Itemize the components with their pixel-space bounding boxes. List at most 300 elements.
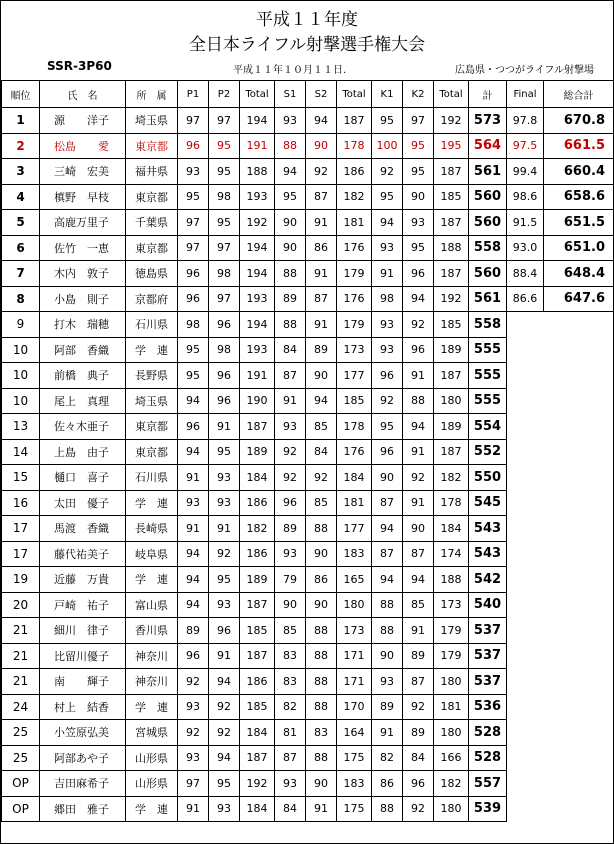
s2-score: 94: [306, 388, 337, 414]
col-p2: P2: [209, 81, 240, 108]
kneeling-total: 166: [434, 745, 469, 771]
team: 学 連: [126, 490, 178, 516]
p1-score: 94: [178, 541, 209, 567]
table-row: [2, 133, 614, 159]
team: 長野県: [126, 363, 178, 389]
k2-score: 89: [403, 720, 434, 746]
rank: 25: [2, 720, 40, 746]
col-s1: S1: [275, 81, 306, 108]
p1-score: 94: [178, 439, 209, 465]
prone-total: 192: [240, 210, 275, 236]
table-row: [2, 388, 614, 414]
athlete-name: 馬渡 香織: [40, 516, 126, 542]
k2-score: 92: [403, 312, 434, 338]
p1-score: 91: [178, 516, 209, 542]
p1-score: 95: [178, 184, 209, 210]
sum-total: 539: [469, 796, 507, 822]
s2-score: 86: [306, 235, 337, 261]
results-table: [1, 80, 614, 822]
prone-total: 182: [240, 516, 275, 542]
prone-total: 187: [240, 745, 275, 771]
rank: 15: [2, 465, 40, 491]
prone-total: 193: [240, 337, 275, 363]
athlete-name: 小笠原弘美: [40, 720, 126, 746]
standing-total: 173: [337, 618, 372, 644]
col-p1: P1: [178, 81, 209, 108]
team: 東京都: [126, 184, 178, 210]
table-row: [2, 465, 614, 491]
s1-score: 83: [275, 643, 306, 669]
kneeling-total: 180: [434, 720, 469, 746]
k2-score: 87: [403, 669, 434, 695]
sum-total: 540: [469, 592, 507, 618]
k2-score: 90: [403, 184, 434, 210]
prone-total: 194: [240, 235, 275, 261]
team: 学 連: [126, 796, 178, 822]
p2-score: 93: [209, 592, 240, 618]
rank: 3: [2, 159, 40, 185]
athlete-name: 打木 瑞穂: [40, 312, 126, 338]
k1-score: 88: [372, 618, 403, 644]
prone-total: 187: [240, 414, 275, 440]
col-k2: K2: [403, 81, 434, 108]
athlete-name: 藤代祐美子: [40, 541, 126, 567]
k1-score: 96: [372, 363, 403, 389]
k1-score: 100: [372, 133, 403, 159]
sum-total: 561: [469, 159, 507, 185]
team: 埼玉県: [126, 108, 178, 134]
sum-total: 536: [469, 694, 507, 720]
k2-score: 89: [403, 643, 434, 669]
empty-cell: [507, 388, 614, 414]
k2-score: 84: [403, 745, 434, 771]
grand-total: 661.5: [544, 133, 614, 159]
kneeling-total: 189: [434, 337, 469, 363]
rank: 8: [2, 286, 40, 312]
k2-score: 91: [403, 439, 434, 465]
empty-cell: [507, 592, 614, 618]
k1-score: 92: [372, 388, 403, 414]
prone-total: 193: [240, 286, 275, 312]
prone-total: 186: [240, 669, 275, 695]
rank: 19: [2, 567, 40, 593]
sum-total: 560: [469, 210, 507, 236]
athlete-name: 細川 律子: [40, 618, 126, 644]
kneeling-total: 187: [434, 261, 469, 287]
p2-score: 98: [209, 184, 240, 210]
p1-score: 96: [178, 643, 209, 669]
k1-score: 89: [372, 694, 403, 720]
rank: 6: [2, 235, 40, 261]
kneeling-total: 179: [434, 643, 469, 669]
rank: 5: [2, 210, 40, 236]
s1-score: 85: [275, 618, 306, 644]
final-score: 97.5: [507, 133, 544, 159]
standing-total: 181: [337, 210, 372, 236]
s1-score: 93: [275, 414, 306, 440]
k1-score: 93: [372, 235, 403, 261]
s1-score: 90: [275, 592, 306, 618]
p2-score: 92: [209, 541, 240, 567]
col-prone-total: Total: [240, 81, 275, 108]
team: 宮城県: [126, 720, 178, 746]
sum-total: 550: [469, 465, 507, 491]
team: 埼玉県: [126, 388, 178, 414]
s2-score: 87: [306, 286, 337, 312]
kneeling-total: 174: [434, 541, 469, 567]
rank: 4: [2, 184, 40, 210]
standing-total: 176: [337, 286, 372, 312]
k2-score: 92: [403, 694, 434, 720]
col-name: 氏 名: [40, 81, 126, 108]
rank: 24: [2, 694, 40, 720]
kneeling-total: 188: [434, 235, 469, 261]
p2-score: 92: [209, 720, 240, 746]
team: 岐阜県: [126, 541, 178, 567]
standing-total: 186: [337, 159, 372, 185]
kneeling-total: 195: [434, 133, 469, 159]
table-row: [2, 108, 614, 134]
s1-score: 89: [275, 516, 306, 542]
standing-total: 187: [337, 108, 372, 134]
standing-total: 175: [337, 745, 372, 771]
k2-score: 96: [403, 337, 434, 363]
athlete-name: 前橋 典子: [40, 363, 126, 389]
p2-score: 93: [209, 465, 240, 491]
s1-score: 96: [275, 490, 306, 516]
rank: 21: [2, 643, 40, 669]
final-score: 98.6: [507, 184, 544, 210]
k1-score: 93: [372, 337, 403, 363]
athlete-name: 阿部 香織: [40, 337, 126, 363]
prone-total: 191: [240, 363, 275, 389]
athlete-name: 郷田 雅子: [40, 796, 126, 822]
table-row: [2, 618, 614, 644]
p2-score: 95: [209, 159, 240, 185]
standing-total: 164: [337, 720, 372, 746]
p2-score: 98: [209, 261, 240, 287]
rank: 10: [2, 363, 40, 389]
s2-score: 90: [306, 592, 337, 618]
empty-cell: [507, 312, 614, 338]
athlete-name: 尾上 真理: [40, 388, 126, 414]
k1-score: 93: [372, 669, 403, 695]
p2-score: 96: [209, 363, 240, 389]
athlete-name: 村上 結香: [40, 694, 126, 720]
prone-total: 189: [240, 567, 275, 593]
p2-score: 92: [209, 694, 240, 720]
p2-score: 96: [209, 618, 240, 644]
team: 山形県: [126, 745, 178, 771]
standing-total: 175: [337, 796, 372, 822]
title-event: 全日本ライフル射撃選手権大会: [188, 35, 426, 55]
sum-total: 573: [469, 108, 507, 134]
p1-score: 93: [178, 490, 209, 516]
p1-score: 92: [178, 669, 209, 695]
prone-total: 192: [240, 771, 275, 797]
sum-total: 555: [469, 337, 507, 363]
rank: OP: [2, 771, 40, 797]
s1-score: 93: [275, 108, 306, 134]
p1-score: 93: [178, 159, 209, 185]
k2-score: 95: [403, 133, 434, 159]
team: 学 連: [126, 567, 178, 593]
s1-score: 79: [275, 567, 306, 593]
sum-total: 558: [469, 235, 507, 261]
empty-cell: [507, 541, 614, 567]
p2-score: 91: [209, 516, 240, 542]
col-final: Final: [507, 81, 544, 108]
k1-score: 91: [372, 720, 403, 746]
kneeling-total: 192: [434, 286, 469, 312]
table-row: [2, 261, 614, 287]
table-row: [2, 286, 614, 312]
table-row: [2, 337, 614, 363]
s1-score: 83: [275, 669, 306, 695]
k1-score: 93: [372, 312, 403, 338]
kneeling-total: 187: [434, 363, 469, 389]
s1-score: 88: [275, 312, 306, 338]
standing-total: 181: [337, 490, 372, 516]
standing-total: 178: [337, 414, 372, 440]
team: 学 連: [126, 694, 178, 720]
prone-total: 194: [240, 312, 275, 338]
athlete-name: 小島 則子: [40, 286, 126, 312]
final-score: 97.8: [507, 108, 544, 134]
p1-score: 96: [178, 414, 209, 440]
prone-total: 188: [240, 159, 275, 185]
team: 神奈川: [126, 669, 178, 695]
rank: 16: [2, 490, 40, 516]
p1-score: 94: [178, 567, 209, 593]
team: 石川県: [126, 312, 178, 338]
kneeling-total: 184: [434, 516, 469, 542]
s1-score: 92: [275, 465, 306, 491]
sum-total: 564: [469, 133, 507, 159]
prone-total: 193: [240, 184, 275, 210]
team: 福井県: [126, 159, 178, 185]
s1-score: 81: [275, 720, 306, 746]
rank: 21: [2, 618, 40, 644]
kneeling-total: 179: [434, 618, 469, 644]
p2-score: 94: [209, 669, 240, 695]
s2-score: 86: [306, 567, 337, 593]
s2-score: 91: [306, 210, 337, 236]
s1-score: 94: [275, 159, 306, 185]
athlete-name: 戸崎 祐子: [40, 592, 126, 618]
grand-total: 647.6: [544, 286, 614, 312]
event-venue: 広島県・つつがライフル射撃場: [455, 65, 594, 76]
athlete-name: 佐々木亜子: [40, 414, 126, 440]
empty-cell: [507, 618, 614, 644]
kneeling-total: 180: [434, 388, 469, 414]
standing-total: 178: [337, 133, 372, 159]
p1-score: 97: [178, 108, 209, 134]
empty-cell: [507, 414, 614, 440]
col-standing-total: Total: [337, 81, 372, 108]
athlete-name: 槙野 早枝: [40, 184, 126, 210]
p2-score: 93: [209, 490, 240, 516]
prone-total: 194: [240, 261, 275, 287]
grand-total: 670.8: [544, 108, 614, 134]
table-row: [2, 669, 614, 695]
rank: 10: [2, 388, 40, 414]
p1-score: 96: [178, 286, 209, 312]
rank: 17: [2, 541, 40, 567]
header-row: [2, 81, 614, 108]
p1-score: 96: [178, 261, 209, 287]
k2-score: 96: [403, 771, 434, 797]
s1-score: 84: [275, 796, 306, 822]
rank: 21: [2, 669, 40, 695]
team: 東京都: [126, 133, 178, 159]
s2-score: 85: [306, 414, 337, 440]
rank: 20: [2, 592, 40, 618]
k1-score: 82: [372, 745, 403, 771]
p2-score: 97: [209, 286, 240, 312]
sum-total: 543: [469, 516, 507, 542]
kneeling-total: 173: [434, 592, 469, 618]
rank: 7: [2, 261, 40, 287]
p1-score: 93: [178, 694, 209, 720]
standing-total: 170: [337, 694, 372, 720]
team: 徳島県: [126, 261, 178, 287]
rank: 1: [2, 108, 40, 134]
final-score: 86.6: [507, 286, 544, 312]
k2-score: 91: [403, 363, 434, 389]
standing-total: 177: [337, 516, 372, 542]
k2-score: 95: [403, 235, 434, 261]
s2-score: 88: [306, 516, 337, 542]
standing-total: 179: [337, 312, 372, 338]
kneeling-total: 178: [434, 490, 469, 516]
p1-score: 94: [178, 592, 209, 618]
col-kneeling-total: Total: [434, 81, 469, 108]
standing-total: 165: [337, 567, 372, 593]
p1-score: 93: [178, 745, 209, 771]
empty-cell: [507, 643, 614, 669]
k1-score: 90: [372, 643, 403, 669]
grand-total: 648.4: [544, 261, 614, 287]
final-score: 99.4: [507, 159, 544, 185]
k2-score: 94: [403, 286, 434, 312]
prone-total: 190: [240, 388, 275, 414]
k2-score: 94: [403, 414, 434, 440]
kneeling-total: 180: [434, 669, 469, 695]
p2-score: 91: [209, 643, 240, 669]
s2-score: 88: [306, 694, 337, 720]
table-row: [2, 796, 614, 822]
rank: 25: [2, 745, 40, 771]
rank: 13: [2, 414, 40, 440]
empty-cell: [507, 363, 614, 389]
s1-score: 88: [275, 261, 306, 287]
sum-total: 543: [469, 541, 507, 567]
k1-score: 92: [372, 159, 403, 185]
p1-score: 95: [178, 363, 209, 389]
prone-total: 191: [240, 133, 275, 159]
s2-score: 87: [306, 184, 337, 210]
sum-total: 561: [469, 286, 507, 312]
k2-score: 85: [403, 592, 434, 618]
rank: 14: [2, 439, 40, 465]
s2-score: 90: [306, 541, 337, 567]
col-s2: S2: [306, 81, 337, 108]
athlete-name: 太田 優子: [40, 490, 126, 516]
p2-score: 95: [209, 567, 240, 593]
athlete-name: 源 洋子: [40, 108, 126, 134]
k1-score: 88: [372, 796, 403, 822]
p2-score: 95: [209, 210, 240, 236]
table-row: [2, 363, 614, 389]
prone-total: 184: [240, 796, 275, 822]
team: 千葉県: [126, 210, 178, 236]
kneeling-total: 187: [434, 159, 469, 185]
col-k1: K1: [372, 81, 403, 108]
k1-score: 95: [372, 108, 403, 134]
k2-score: 91: [403, 618, 434, 644]
p1-score: 97: [178, 771, 209, 797]
sum-total: 555: [469, 388, 507, 414]
prone-total: 189: [240, 439, 275, 465]
table-row: [2, 159, 614, 185]
kneeling-total: 185: [434, 184, 469, 210]
s2-score: 88: [306, 745, 337, 771]
team: 神奈川: [126, 643, 178, 669]
s1-score: 90: [275, 235, 306, 261]
k1-score: 88: [372, 592, 403, 618]
s2-score: 88: [306, 643, 337, 669]
k1-score: 87: [372, 541, 403, 567]
empty-cell: [507, 669, 614, 695]
prone-total: 184: [240, 465, 275, 491]
s2-score: 94: [306, 108, 337, 134]
prone-total: 187: [240, 592, 275, 618]
team: 学 連: [126, 337, 178, 363]
k1-score: 91: [372, 261, 403, 287]
p2-score: 95: [209, 133, 240, 159]
kneeling-total: 187: [434, 210, 469, 236]
sum-total: 542: [469, 567, 507, 593]
p2-score: 93: [209, 796, 240, 822]
s1-score: 93: [275, 541, 306, 567]
standing-total: 179: [337, 261, 372, 287]
final-score: 88.4: [507, 261, 544, 287]
sum-total: 560: [469, 184, 507, 210]
kneeling-total: 192: [434, 108, 469, 134]
k1-score: 86: [372, 771, 403, 797]
prone-total: 185: [240, 618, 275, 644]
prone-total: 186: [240, 490, 275, 516]
s2-score: 85: [306, 490, 337, 516]
kneeling-total: 188: [434, 567, 469, 593]
kneeling-total: 185: [434, 312, 469, 338]
table-row: [2, 439, 614, 465]
k2-score: 92: [403, 796, 434, 822]
p2-score: 98: [209, 337, 240, 363]
grand-total: 660.4: [544, 159, 614, 185]
p1-score: 91: [178, 465, 209, 491]
rank: OP: [2, 796, 40, 822]
s1-score: 95: [275, 184, 306, 210]
p1-score: 96: [178, 133, 209, 159]
s1-score: 91: [275, 388, 306, 414]
event-date: 平成１１年１０月１１日.: [233, 65, 347, 76]
k1-score: 96: [372, 439, 403, 465]
p2-score: 96: [209, 312, 240, 338]
standing-total: 185: [337, 388, 372, 414]
k2-score: 91: [403, 490, 434, 516]
